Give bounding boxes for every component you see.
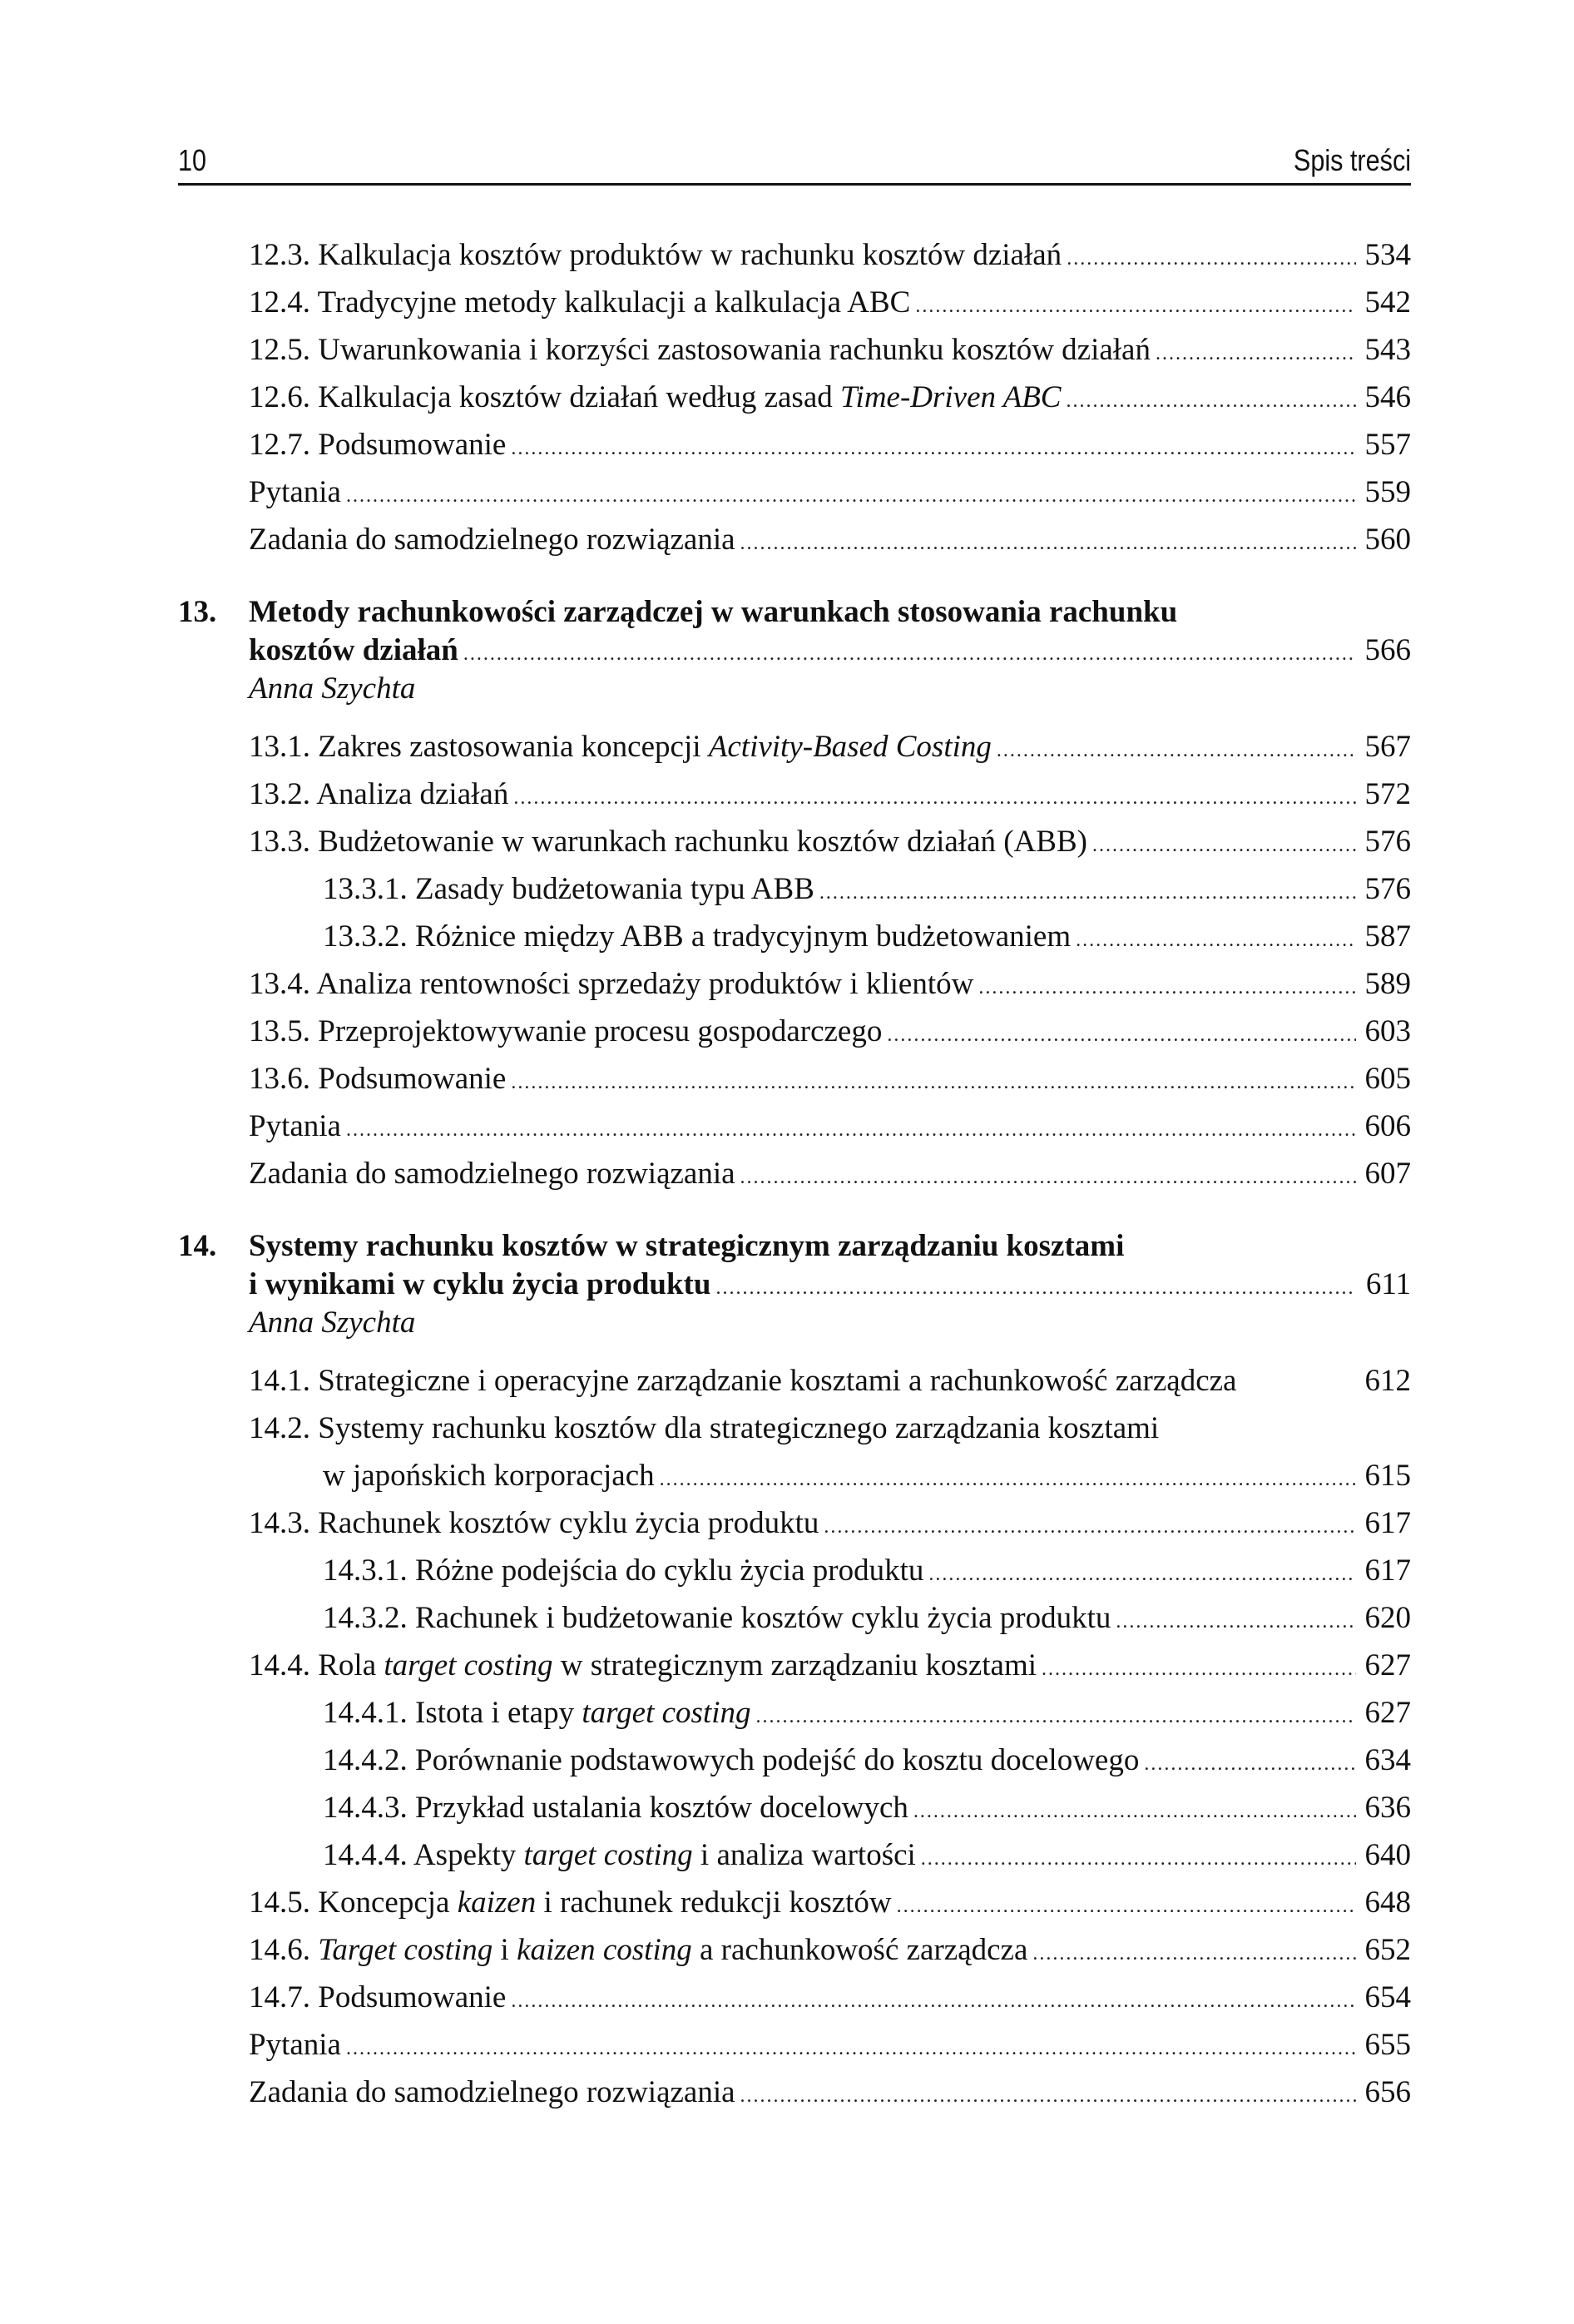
entry-title: 12.6. Kalkulacja kosztów działań według zasad — [249, 380, 840, 414]
dot-leader — [1144, 1737, 1356, 1788]
dot-leader — [1042, 1642, 1356, 1693]
entry-line — [178, 1357, 1411, 1405]
chapter-author: Anna Szychta — [249, 1306, 416, 1340]
toc-entry — [178, 960, 1411, 1008]
entry-line — [178, 2021, 1411, 2069]
entry-line — [178, 1926, 1411, 1974]
page-ref: 572 — [1364, 777, 1411, 811]
entry-title: kosztów działań — [249, 633, 458, 667]
page-ref: 576 — [1364, 825, 1411, 859]
entry-line — [178, 1737, 1411, 1784]
entry-title: i wynikami w cyklu życia produktu — [249, 1267, 711, 1301]
entry-title: kaizen costing — [517, 1933, 692, 1967]
chapter-number: 14. — [178, 1229, 217, 1263]
page-ref: 617 — [1364, 1506, 1411, 1540]
entry-title: Zadania do samodzielnego rozwiązania — [249, 2075, 735, 2109]
page-ref: 654 — [1364, 1980, 1411, 2014]
entry-title: 14.4. Rola — [249, 1648, 384, 1682]
page-ref: 534 — [1364, 238, 1411, 272]
page-ref: 615 — [1364, 1459, 1411, 1493]
entry-line — [178, 1452, 1411, 1499]
entry-line — [178, 1499, 1411, 1547]
entry-title: target costing — [582, 1696, 751, 1730]
page-ref: 640 — [1364, 1838, 1411, 1872]
entry-title: Activity-Based Costing — [708, 730, 992, 764]
entry-title: 12.4. Tradycyjne metody kalkulacji a kalkulacja ABC — [249, 285, 911, 320]
dot-leader — [1156, 326, 1356, 378]
dot-leader — [346, 468, 1356, 520]
entry-title: 12.3. Kalkulacja kosztów produktów w rachunku kosztów działań — [249, 238, 1062, 272]
dot-leader — [513, 771, 1356, 822]
entry-title: 14.3. Rachunek kosztów cyklu życia produktu — [249, 1506, 819, 1540]
entry-title: 13.3.1. Zasady budżetowania typu ABB — [323, 872, 814, 906]
entry-title: 14.6. — [249, 1933, 319, 1967]
entry-title: 12.5. Uwarunkowania i korzyści zastosowania rachunku kosztów działań — [249, 333, 1151, 367]
dot-leader — [511, 421, 1356, 473]
entry-title: 13.3.2. Różnice między ABB a tradycyjnym budżetowaniem — [323, 919, 1072, 954]
entry-line — [178, 865, 1411, 913]
entry-line — [178, 1150, 1411, 1197]
entry-line — [178, 593, 1411, 632]
chapter-number: 13. — [178, 595, 217, 629]
page-ref: 567 — [1364, 730, 1411, 764]
entry-line — [178, 1689, 1411, 1737]
toc-entry — [178, 1405, 1411, 1499]
toc-entry — [178, 913, 1411, 960]
entry-line — [178, 279, 1411, 326]
toc-entry — [178, 1008, 1411, 1055]
page-ref: 620 — [1364, 1601, 1411, 1635]
entry-title: 14.4.4. Aspekty — [323, 1838, 524, 1872]
page-ref: 607 — [1364, 1157, 1411, 1191]
entry-line — [178, 516, 1411, 563]
page-ref: 606 — [1364, 1109, 1411, 1143]
dot-leader — [921, 1831, 1356, 1883]
entry-line — [178, 632, 1411, 670]
toc-entry — [178, 1784, 1411, 1831]
entry-line — [178, 960, 1411, 1008]
page-ref: 542 — [1364, 285, 1411, 320]
dot-leader — [1067, 231, 1356, 283]
dot-leader — [1116, 1594, 1356, 1646]
running-header — [178, 133, 1411, 183]
toc-entry — [178, 374, 1411, 421]
toc-entry — [178, 771, 1411, 818]
dot-leader — [511, 1055, 1356, 1107]
entry-title: i rachunek redukcji kosztów — [536, 1885, 892, 1920]
header-rule — [178, 183, 1411, 186]
entry-title: 14.7. Podsumowanie — [249, 1980, 507, 2014]
entry-title: 13.3. Budżetowanie w warunkach rachunku kosztów działań (ABB) — [249, 825, 1087, 859]
toc-entry — [178, 1594, 1411, 1642]
dot-leader — [511, 1974, 1356, 2025]
dot-leader — [824, 1499, 1356, 1551]
entry-title: Target costing — [318, 1933, 493, 1967]
entry-line — [178, 1879, 1411, 1926]
page-ref: 617 — [1364, 1553, 1411, 1588]
toc-entry — [178, 231, 1411, 279]
page-ref: 648 — [1364, 1885, 1411, 1920]
entry-line — [178, 1974, 1411, 2021]
page-ref: 546 — [1364, 380, 1411, 414]
toc-entry — [178, 1357, 1411, 1405]
page-ref: 656 — [1364, 2075, 1411, 2109]
dot-leader — [740, 516, 1356, 567]
entry-line — [178, 1784, 1411, 1831]
page-ref: 603 — [1364, 1014, 1411, 1048]
entry-line — [178, 374, 1411, 421]
entry-title: Metody rachunkowości zarządczej w warunkach stosowania rachunku — [249, 595, 1178, 629]
entry-line — [178, 1227, 1411, 1266]
page-ref: 587 — [1364, 919, 1411, 954]
toc-entry — [178, 1879, 1411, 1926]
page-number: 10 — [178, 143, 207, 177]
toc-chapter — [178, 593, 1411, 710]
entry-title: 14.1. Strategiczne i operacyjne zarządzanie kosztami a rachunkowość zarządcza — [249, 1364, 1237, 1398]
entry-line — [178, 326, 1411, 374]
page-ref: 636 — [1364, 1791, 1411, 1825]
entry-title: Pytania — [249, 2028, 341, 2062]
entry-title: target costing — [523, 1838, 693, 1872]
entry-title: Pytania — [249, 1109, 341, 1143]
dot-leader — [887, 1008, 1356, 1059]
dot-leader — [756, 1689, 1357, 1741]
toc-entry — [178, 723, 1411, 771]
toc-entry — [178, 421, 1411, 468]
entry-title: a rachunkowość zarządcza — [691, 1933, 1028, 1967]
entry-title: kaizen — [457, 1885, 537, 1920]
toc-entry — [178, 2021, 1411, 2069]
entry-title: i analiza wartości — [692, 1838, 916, 1872]
entry-line — [178, 1831, 1411, 1879]
page-ref: 612 — [1364, 1364, 1411, 1398]
toc-entry — [178, 2069, 1411, 2116]
toc-entry — [178, 516, 1411, 563]
dot-leader — [740, 1150, 1356, 1202]
dot-leader — [1076, 913, 1356, 964]
page-ref: 576 — [1364, 872, 1411, 906]
entry-title: 14.3.1. Różne podejścia do cyklu życia produktu — [323, 1553, 924, 1588]
toc-entry — [178, 1547, 1411, 1594]
page-ref: 655 — [1364, 2028, 1411, 2062]
page-ref: 543 — [1364, 333, 1411, 367]
entry-title: 13.6. Podsumowanie — [249, 1062, 507, 1096]
page-ref: 605 — [1364, 1062, 1411, 1096]
toc-entry — [178, 1926, 1411, 1974]
dot-leader — [346, 1103, 1356, 1154]
entry-title: i — [492, 1933, 517, 1967]
entry-title: Systemy rachunku kosztów w strategicznym zarządzaniu kosztami — [249, 1229, 1125, 1263]
entry-title: 14.4.2. Porównanie podstawowych podejść do kosztu docelowego — [323, 1743, 1140, 1777]
toc-entry — [178, 1103, 1411, 1150]
page-ref: 560 — [1364, 523, 1411, 557]
dot-leader — [463, 632, 1356, 673]
entry-line — [178, 1547, 1411, 1594]
entry-line — [178, 1405, 1411, 1452]
entry-line — [178, 1008, 1411, 1055]
dot-leader — [715, 1266, 1356, 1307]
entry-line — [178, 1266, 1411, 1304]
entry-line — [178, 771, 1411, 818]
dot-leader — [928, 1547, 1356, 1598]
dot-leader — [819, 865, 1356, 917]
entry-line — [178, 231, 1411, 279]
chapter-author: Anna Szychta — [249, 671, 416, 706]
entry-line — [178, 468, 1411, 516]
entry-title: w japońskich korporacjach — [323, 1459, 655, 1493]
dot-leader — [897, 1879, 1356, 1930]
entry-title: 14.4.3. Przykład ustalania kosztów docelowych — [323, 1791, 908, 1825]
entry-line — [178, 421, 1411, 468]
toc-entry — [178, 1642, 1411, 1689]
entry-line — [178, 1642, 1411, 1689]
running-title: Spis treści — [1293, 143, 1411, 177]
entry-title: 13.2. Analiza działań — [249, 777, 509, 811]
toc-entry — [178, 1737, 1411, 1784]
dot-leader — [1067, 374, 1357, 425]
dot-leader — [660, 1452, 1356, 1504]
entry-title: 14.4.1. Istota i etapy — [323, 1696, 582, 1730]
dot-leader — [740, 2069, 1356, 2120]
dot-leader — [978, 960, 1356, 1012]
toc-entry — [178, 818, 1411, 865]
page-ref: 589 — [1364, 967, 1411, 1001]
entry-title: 12.7. Podsumowanie — [249, 428, 507, 462]
entry-line — [178, 1103, 1411, 1150]
toc-chapter — [178, 1227, 1411, 1344]
toc-entry — [178, 1150, 1411, 1197]
page-ref: 559 — [1364, 475, 1411, 509]
entry-title: Zadania do samodzielnego rozwiązania — [249, 523, 735, 557]
page-ref: 627 — [1364, 1696, 1411, 1730]
page-ref: 566 — [1364, 633, 1411, 667]
toc-entry — [178, 1055, 1411, 1103]
dot-leader — [997, 723, 1356, 775]
entry-title: target costing — [384, 1648, 553, 1682]
toc-entry — [178, 1499, 1411, 1547]
entry-title: 14.5. Koncepcja — [249, 1885, 458, 1920]
toc-entry — [178, 468, 1411, 516]
page-ref: 652 — [1364, 1933, 1411, 1967]
entry-line — [178, 2069, 1411, 2116]
entry-line — [178, 818, 1411, 865]
page-ref: 557 — [1364, 428, 1411, 462]
page-ref: 634 — [1364, 1743, 1411, 1777]
toc-entry — [178, 1974, 1411, 2021]
entry-line — [178, 723, 1411, 771]
entry-title: 13.4. Analiza rentowności sprzedaży produktów i klientów — [249, 967, 974, 1001]
entry-title: Time-Driven ABC — [840, 380, 1062, 414]
entry-line — [178, 1055, 1411, 1103]
toc-entry — [178, 326, 1411, 374]
toc-entry — [178, 1831, 1411, 1879]
entry-title: Zadania do samodzielnego rozwiązania — [249, 1157, 735, 1191]
entry-title: w strategicznym zarządzaniu kosztami — [552, 1648, 1037, 1682]
entry-title: 14.2. Systemy rachunku kosztów dla strategicznego zarządzania kosztami — [249, 1411, 1160, 1445]
dot-leader — [1092, 818, 1356, 870]
entry-title: 13.1. Zakres zastosowania koncepcji — [249, 730, 709, 764]
toc-entry — [178, 865, 1411, 913]
dot-leader — [913, 1784, 1356, 1836]
toc-entry — [178, 1689, 1411, 1737]
page-ref: 627 — [1364, 1648, 1411, 1682]
toc-entry — [178, 279, 1411, 326]
dot-leader — [346, 2021, 1356, 2073]
entry-line — [178, 1594, 1411, 1642]
entry-title: 14.3.2. Rachunek i budżetowanie kosztów cyklu życia produktu — [323, 1601, 1111, 1635]
entry-title: Pytania — [249, 475, 341, 509]
page-ref: 611 — [1365, 1267, 1411, 1301]
entry-title: 13.5. Przeprojektowywanie procesu gospodarczego — [249, 1014, 883, 1048]
entry-line — [178, 913, 1411, 960]
table-of-contents — [178, 231, 1411, 2116]
dot-leader — [915, 279, 1356, 330]
dot-leader — [1032, 1926, 1356, 1978]
